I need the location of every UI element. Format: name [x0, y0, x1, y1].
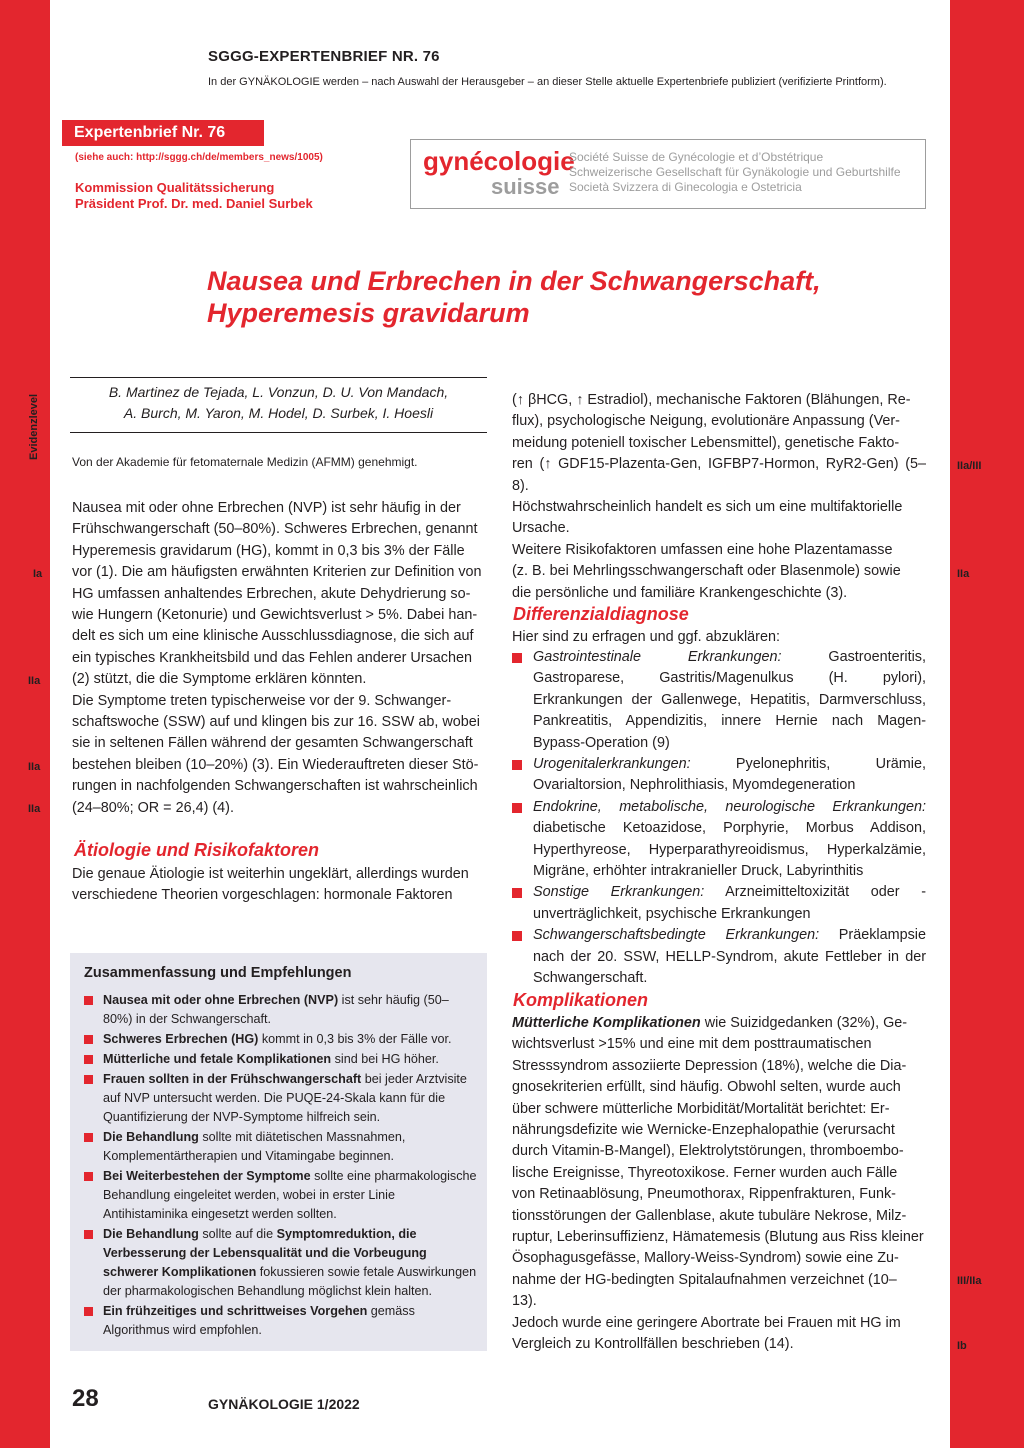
summary-item-text: kommt in 0,3 bis 3% der Fälle vor.: [258, 1032, 452, 1046]
evidence-level-right-1: IIa/III: [957, 460, 982, 472]
aetiology-continued: [512, 390, 926, 604]
society-logo: [410, 139, 926, 209]
text-line: Frühschwangerschaft (50–80%). Schweres Erbrechen, genannt: [72, 521, 478, 538]
differential-item: [512, 647, 926, 754]
heading-differential-diagnosis: Differenzialdiagnose: [513, 604, 689, 624]
differential-term: Gastrointestinale Erkrankungen:: [533, 649, 782, 665]
text-line: bestehen bleiben (10–20%) (3). Ein Wiederauftreten dieser Stö-: [72, 756, 479, 773]
see-also-link[interactable]: (siehe auch: http://sggg.ch/de/members_news/1005): [75, 152, 323, 163]
text-line: Höchstwahrscheinlich handelt es sich um eine multifaktorielle: [512, 499, 903, 516]
summary-item: [84, 991, 478, 1029]
bullet-square-icon: [512, 653, 522, 663]
logo-word-gynecologie: gynécologie: [423, 146, 575, 176]
differential-item: [512, 882, 926, 925]
summary-item-lead: Mütterliche und fetale Komplikationen: [103, 1052, 332, 1066]
summary-item-lead: Die Behandlung: [103, 1227, 199, 1241]
differential-text: diabetische Ketoazidose, Porphyrie, Morbus Addison, Hyperthyreose, Hyperparathyreoidismus, Hyperkalzämie, Migräne, erhöhter intrakranieller Druck, Labyrinthitis: [533, 820, 926, 880]
summary-item-text: sollte mit diätetischen Massnahmen, Komplementärtherapien und Vitamingabe beginnen.: [103, 1130, 406, 1163]
bullet-square-icon: [84, 1230, 93, 1239]
summary-item-text: bei jeder Arztvisite auf NVP untersucht werden. Die PUQE-24-Skala kann für die Quantifizierung der NVP-Symptome hilfreich sein.: [103, 1072, 467, 1124]
series-title: SGGG-EXPERTENBRIEF NR. 76: [208, 48, 440, 65]
bullet-square-icon: [84, 996, 93, 1005]
differential-list: [512, 647, 926, 990]
evidence-level-right-2: IIa: [957, 568, 970, 580]
summary-item-lead: Ein frühzeitiges und schrittweises Vorgehen: [103, 1304, 368, 1318]
text-line: Vergleich zu Kontrollfällen beschrieben (14).: [512, 1336, 794, 1353]
summary-item-lead: Symptomreduktion, die Verbesserung der Lebensqualität und die Vorbeugung schwerer Komplikationen: [103, 1227, 427, 1279]
text-line: tionsstörungen der Gallenblase, akute tubuläre Nekrose, Milz-: [512, 1207, 907, 1224]
text-line: lische Ereignisse, Thyreotoxikose. Ferner wurden auch Fälle: [512, 1164, 898, 1181]
summary-item-text: sollte eine pharmakologische Behandlung eingeleitet werden, wobei in erster Linie Antihistaminika eingesetzt werden sollten.: [103, 1169, 477, 1221]
article-title-line2: Hyperemesis gravidarum: [207, 298, 530, 328]
evidence-level-label: [28, 380, 48, 460]
differential-item: [512, 925, 926, 989]
text-line: die persönliche und familiäre Krankengeschichte (3).: [512, 584, 848, 601]
text-line: HG umfassen anhaltendes Erbrechen, akute Dehydrierung so-: [72, 585, 471, 602]
authors-line2: A. Burch, M. Yaron, M. Hodel, D. Surbek, I. Hoesli: [123, 405, 434, 421]
text-line: rungen in nachfolgenden Schwangerschaften ist wahrscheinlich: [72, 778, 478, 795]
heading-aetiology: Ätiologie und Risikofaktoren: [74, 840, 320, 860]
text-line: flux), psychologische Neigung, evolutionäre Anpassung (Ver-: [512, 413, 900, 430]
differential-item: [512, 797, 926, 883]
summary-item-lead: Bei Weiterbestehen der Symptome: [103, 1169, 311, 1183]
text-line: (↑ βHCG, ↑ Estradiol), mechanische Faktoren (Blähungen, Re-: [512, 392, 911, 408]
complications-paragraph: [512, 1013, 926, 1356]
approval-note: Von der Akademie für fetomaternale Medizin (AFMM) genehmigt.: [72, 455, 418, 469]
text-line: ein typisches Krankheitsbild und das Fehlen anderer Ursachen: [72, 649, 472, 666]
text-line: über schwere mütterliche Morbidität/Mortalität berichtet: Er-: [512, 1100, 890, 1117]
logo-line-de: Schweizerische Gesellschaft für Gynäkologie und Geburtshilfe: [569, 165, 901, 179]
differential-intro: Hier sind zu erfragen und ggf. abzuklären:: [512, 629, 780, 645]
summary-item: [84, 1225, 478, 1301]
bullet-square-icon: [512, 931, 522, 941]
summary-item: [84, 1128, 478, 1166]
summary-item-text: gemäss Algorithmus wird empfohlen.: [103, 1304, 415, 1337]
evidence-level-right-4: Ib: [957, 1340, 967, 1352]
text-line: Ursache.: [512, 520, 570, 537]
text-line: schaftswoche (SSW) auf und klingen bis zur 16. SSW ab, wobei: [72, 714, 480, 731]
differential-term: Endokrine, metabolische, neurologische Erkrankungen:: [533, 798, 926, 815]
summary-item-text: fokussieren sowie fetale Auswirkungen der pharmakologischen Behandlung möglichst klein halten.: [103, 1265, 477, 1298]
text-line: nährungsdefizite wie Wernicke-Enzephalopathie (verursacht: [512, 1122, 895, 1139]
summary-box: [70, 953, 487, 1351]
commission-name: Kommission Qualitätssicherung: [75, 180, 275, 195]
differential-term: Urogenitalerkrankungen:: [533, 756, 691, 773]
summary-item-lead: Frauen sollten in der Frühschwangerschaft: [103, 1072, 362, 1086]
differential-text: Gastroenteritis, Gastroparese, Gastritis/Magenulkus (H. pylori), Erkrankungen der Gallenwege, Hepatitis, Darmverschluss, Pankreatitis, Appendizitis, innere Hernie nach Magen-Bypass-Operation (9): [533, 649, 926, 751]
differential-item: [512, 754, 926, 797]
differential-term: Schwangerschaftsbedingte Erkrankungen:: [533, 927, 820, 944]
evidence-level-right-3: III/IIa: [957, 1275, 982, 1287]
text-line: Jedoch wurde eine geringere Abortrate bei Frauen mit HG im: [512, 1314, 901, 1331]
text-line: meidung poteniell toxischer Lebensmittel), genetische Fakto-: [512, 434, 900, 451]
summary-item-text: ist sehr häufig (50–80%) in der Schwangerschaft.: [103, 993, 449, 1026]
text-line: sie in seltenen Fällen während der gesamten Schwangerschaft: [72, 735, 473, 752]
article-title: [207, 265, 821, 329]
evidence-level-left-2: IIa: [28, 675, 41, 687]
differential-text: Pyelonephritis, Urämie, Ovarialtorsion, Nephrolithiasis, Myomdegeneration: [533, 756, 926, 794]
text-line: Hyperemesis gravidarum (HG), kommt in 0,3 bis 3% der Fälle: [72, 542, 465, 559]
authors-line1: B. Martinez de Tejada, L. Vonzun, D. U. Von Mandach,: [108, 384, 449, 400]
differential-term: Sonstige Erkrankungen:: [533, 884, 705, 901]
evidence-level-left-3: IIa: [28, 761, 41, 773]
text-line: von Retinaablösung, Pneumothorax, Rippenfrakturen, Funk-: [512, 1186, 896, 1203]
summary-item: [84, 1030, 478, 1049]
complications-first-text: wie Suizidgedanken (32%), Ge-: [700, 1015, 908, 1031]
logo-line-fr: Société Suisse de Gynécologie et d’Obstétrique: [569, 150, 824, 164]
complications-lead: Mütterliche Komplikationen: [512, 1015, 701, 1031]
commission-president: Präsident Prof. Dr. med. Daniel Surbek: [75, 196, 313, 211]
text-line: gnosekriterien erfüllt, sind häufig. Obwohl selten, wurde auch: [512, 1079, 901, 1096]
journal-issue: GYNÄKOLOGIE 1/2022: [208, 1396, 360, 1412]
text-line: verschiedene Theorien vorgeschlagen: hormonale Faktoren: [72, 887, 453, 904]
summary-item-text: sind bei HG höher.: [331, 1052, 439, 1066]
differential-text: Arzneimitteltoxizität oder -unverträglichkeit, psychische Erkrankungen: [533, 884, 926, 922]
bullet-square-icon: [84, 1075, 93, 1084]
page-number: 28: [72, 1385, 99, 1412]
right-margin-bar: [950, 0, 1024, 1448]
text-line: delt es sich um eine klinische Ausschlussdiagnose, die sich auf: [72, 628, 474, 645]
article-title-line1: Nausea und Erbrechen in der Schwangerschaft,: [207, 266, 821, 296]
summary-item-lead: Nausea mit oder ohne Erbrechen (NVP): [103, 993, 339, 1007]
bullet-square-icon: [512, 888, 522, 898]
summary-item-lead: Schweres Erbrechen (HG): [103, 1032, 259, 1046]
text-line: (2) stützt, die die Symptome erklären könnten.: [72, 671, 367, 688]
evidence-level-text: Evidenzlevel: [28, 393, 40, 460]
bullet-square-icon: [84, 1035, 93, 1044]
authors: [70, 382, 487, 424]
bullet-square-icon: [84, 1133, 93, 1142]
bullet-square-icon: [84, 1055, 93, 1064]
text-line: ruptur, Leberinsuffizienz, Hämatemesis (Blutung aus Riss kleiner: [512, 1229, 924, 1246]
text-line: durch Vitamin-B-Mangel), Elektrolytstörungen, thromboembo-: [512, 1143, 904, 1160]
commission-block: [75, 180, 313, 212]
left-margin-bar: [0, 0, 50, 1448]
text-line: [512, 1013, 926, 1034]
logo-society-names: [569, 150, 901, 195]
text-line: Ösophagusgefässe, Mallory-Weiss-Syndrom) sowie eine Zu-: [512, 1250, 899, 1267]
text-line: Stresssyndrom assoziierte Depression (18%), welche die Dia-: [512, 1057, 907, 1074]
text-line: Nausea mit oder ohne Erbrechen (NVP) ist sehr häufig in der: [72, 500, 461, 516]
logo-word-suisse: suisse: [491, 174, 560, 199]
text-line: wie Hungern (Ketonurie) und Gewichtsverlust > 5%. Dabei han-: [72, 607, 478, 624]
expertenbrief-label: Expertenbrief Nr. 76: [62, 120, 264, 146]
text-line: wichtsverlust >15% und eine mit dem posttraumatischen: [512, 1036, 872, 1053]
summary-item: [84, 1070, 478, 1127]
text-line: 13).: [512, 1293, 537, 1310]
differential-text: Präeklampsie nach der 20. SSW, HELLP-Syndrom, akute Fettleber in der Schwangerschaft.: [533, 927, 926, 987]
heading-complications: Komplikationen: [513, 990, 649, 1010]
text-line: Die Symptome treten typischerweise vor der 9. Schwanger-: [72, 692, 452, 709]
text-line: Weitere Risikofaktoren umfassen eine hohe Plazentamasse: [512, 541, 893, 558]
text-line: (z. B. bei Mehrlingsschwangerschaft oder Blasenmole) sowie: [512, 563, 901, 580]
intro-paragraph: [72, 498, 488, 819]
series-subtitle: In der GYNÄKOLOGIE werden – nach Auswahl der Herausgeber – an dieser Stelle aktuelle Expertenbriefe publiziert (verifizierte Printform).: [208, 76, 887, 88]
bullet-square-icon: [84, 1172, 93, 1181]
bullet-square-icon: [512, 803, 522, 813]
summary-item: [84, 1167, 478, 1224]
summary-list: [84, 991, 478, 1341]
text-line: ren (↑ GDF15-Plazenta-Gen, IGFBP7-Hormon, RyR2-Gen) (5–8).: [512, 456, 926, 494]
text-line: nahme der HG-bedingten Spitalaufnahmen verzeichnet (10–: [512, 1271, 897, 1288]
summary-item-text: sollte auf die: [198, 1227, 277, 1241]
summary-item: [84, 1050, 478, 1069]
summary-title: Zusammenfassung und Empfehlungen: [84, 965, 352, 981]
summary-item-lead: Die Behandlung: [103, 1130, 199, 1144]
text-line: (24–80%; OR = 26,4) (4).: [72, 799, 234, 816]
authors-bottom-rule: [70, 432, 487, 433]
evidence-level-left-1: Ia: [33, 568, 43, 580]
evidence-level-left-4: IIa: [28, 803, 41, 815]
logo-line-it: Società Svizzera di Ginecologia e Ostetricia: [569, 180, 802, 194]
aetiology-paragraph: [72, 864, 488, 907]
summary-item: [84, 1302, 478, 1340]
bullet-square-icon: [512, 760, 522, 770]
authors-top-rule: [70, 377, 487, 378]
text-line: Die genaue Ätiologie ist weiterhin ungeklärt, allerdings wurden: [72, 866, 469, 882]
bullet-square-icon: [84, 1307, 93, 1316]
text-line: vor (1). Die am häufigsten erwähnten Kriterien zur Definition von: [72, 564, 482, 581]
